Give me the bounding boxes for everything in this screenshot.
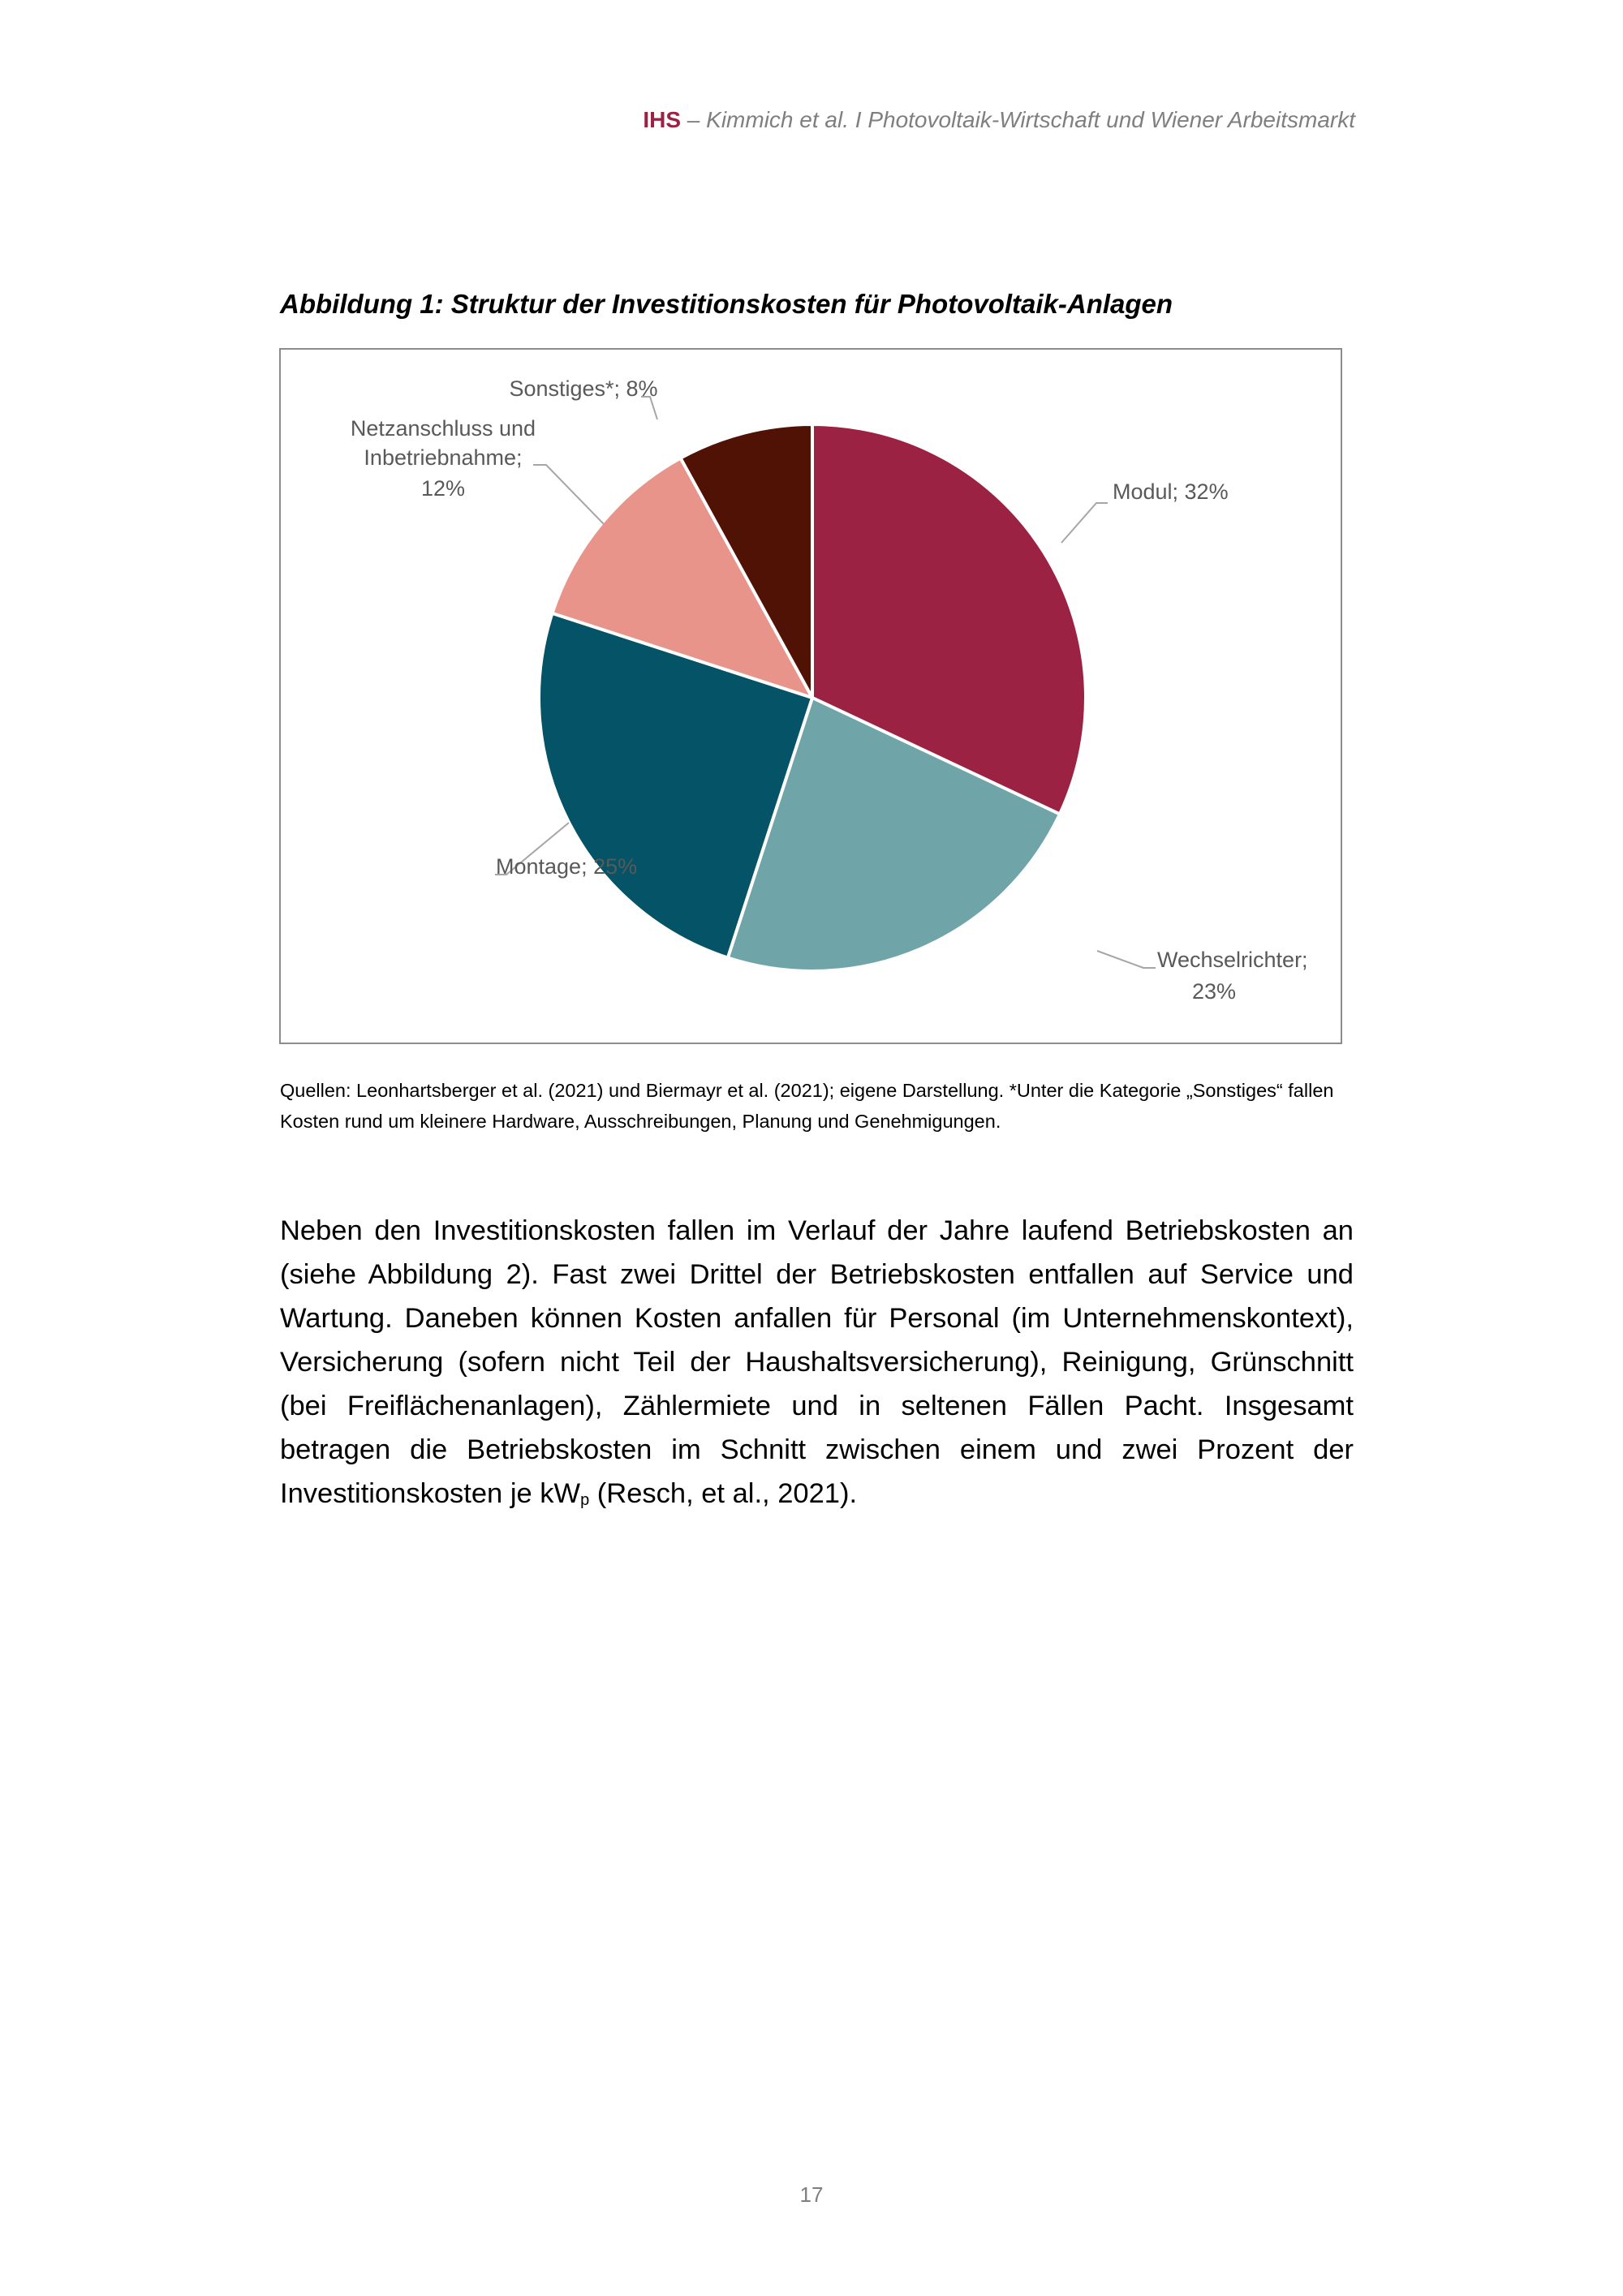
data-label-wechselrichter: Wechselrichter; [1157,948,1308,972]
data-label-modul: Modul; 32% [1113,479,1229,504]
running-header [643,107,1355,133]
leader-line-modul [1061,503,1108,543]
data-label-wechselrichter: 23% [1191,979,1237,1004]
header-brand: IHS [643,107,682,132]
data-label-netzanschluss-und-inbetriebnahme: Netzanschluss und [350,416,536,441]
data-label-netzanschluss-und-inbetriebnahme: Inbetriebnahme; [364,445,523,470]
header-title: Kimmich et al. I Photovoltaik-Wirtschaft und Wiener Arbeitsmarkt [706,107,1355,132]
pie-chart-frame [279,348,1342,1044]
data-label-netzanschluss-und-inbetriebnahme: 12% [420,476,466,501]
data-label-montage: Montage; 25% [496,854,638,879]
body-paragraph [280,1209,1354,1522]
figure-source-note: Quellen: Leonhartsberger et al. (2021) und Biermayr et al. (2021); eigene Darstellung. *Unter die Kategorie „Sonstiges“ fallen Kosten rund um kleinere Hardware, Ausschreibungen, Planung und Genehmigungen. [280,1080,1334,1132]
data-label-sonstiges: Sonstiges*; 8% [509,376,658,401]
body-citation: (Resch, et al., 2021). [589,1478,858,1509]
body-unit-subscript: p [580,1491,590,1509]
leader-line-wechselrichter [1097,951,1156,968]
leader-line-netzanschluss-und-inbetriebnahme [533,465,604,524]
figure-title: Abbildung 1: Struktur der Investitionskosten für Photovoltaik-Anlagen [280,289,1173,319]
header-separator: – [681,107,707,132]
pie-chart [281,350,1341,1043]
page-number: 17 [799,2182,824,2207]
body-text-main: Neben den Investitionskosten fallen im Verlauf der Jahre laufend Betriebskosten an (siehe Abbildung 2). Fast zwei Drittel der Betriebskosten entfallen auf Service und Wartung. Daneben können Kosten anfallen für Personal (im Unternehmenskontext), Versicherung (sofern nicht Teil der Haushaltsversicherung), Reinigung, Grünschnitt (bei Freiflächenanlagen), Zählermiete und in seltenen Fällen Pacht. Insgesamt betragen die Betriebskosten im Schnitt zwischen einem und zwei Prozent der Investitionskosten je kW [280,1215,1354,1509]
